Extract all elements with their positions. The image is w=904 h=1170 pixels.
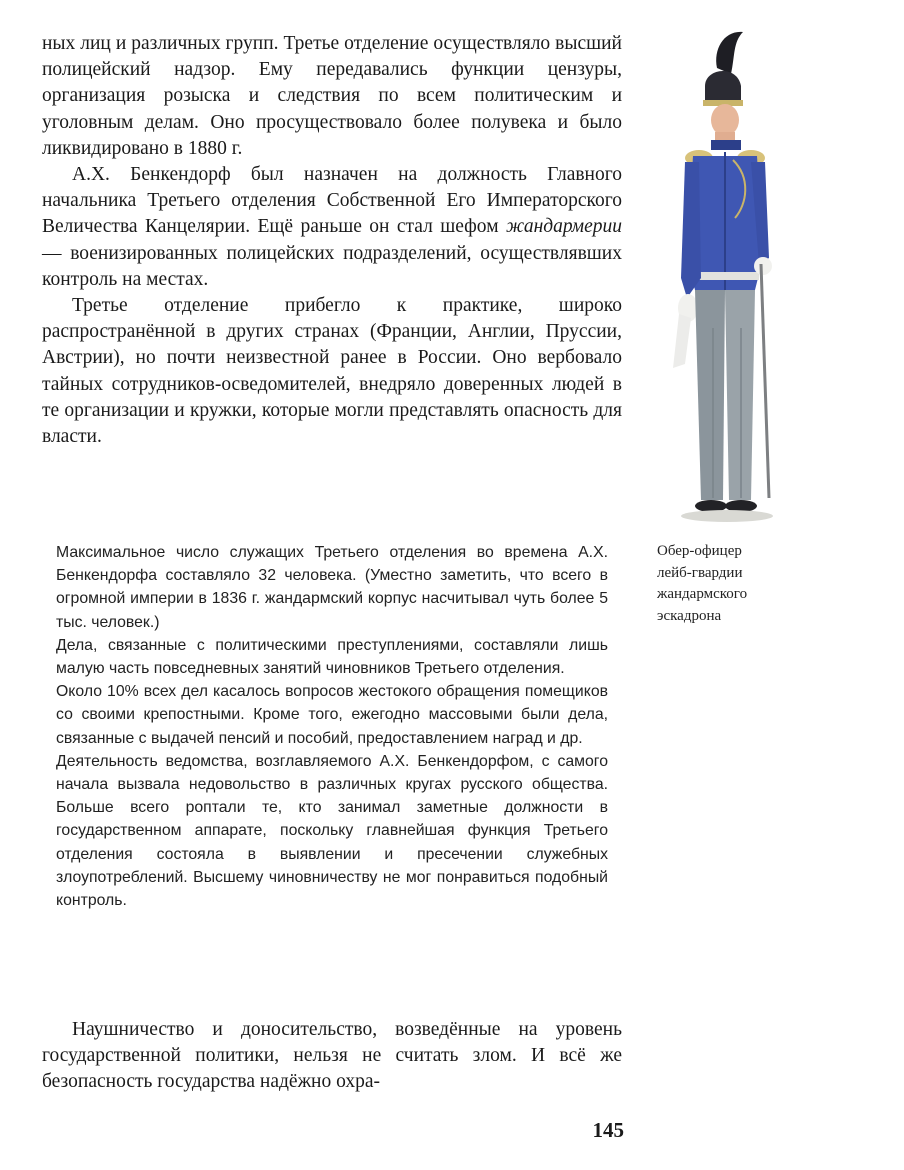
illustration-caption [657, 541, 797, 627]
grey-trousers-right [725, 290, 755, 500]
info-cruelty-cases: Около 10% всех дел касалось вопросов жестокого обращения помещиков со своими крепостными. Кроме того, ежегодно массовыми были дела, связанные с выдачей пенсий и пособий, предоставлением наград и др. [56, 683, 608, 747]
paragraph-text: А.Х. Бенкендорф был назначен на должность Главного начальника Третьего отделения Собственной Его Императорского Величества Канцелярии. Ещё раньше он стал шефом [42, 164, 622, 238]
caption-line: эскадрона [657, 607, 722, 624]
helmet [705, 71, 741, 102]
info-political-cases: Дела, связанные с политическими преступлениями, составляли лишь малую часть повседневных занятий чиновников Третьего отделения. [56, 636, 608, 678]
paragraph-informants-practice: Третье отделение прибегло к практике, широко распространённой в других странах (Франции, Англии, Пруссии, Австрии), но почти неизвестной ранее в России. Оно вербовало тайных сотрудников-осведомителей, внедряло доверенных людей в те организации и кружки, которые могли представлять опасность для власти. [42, 295, 622, 448]
info-discontent: Деятельность ведомства, возглавляемого А.Х. Бенкендорфом, с самого начала вызвала недовольство в различных кругах русского общества. Больше всего роптали те, кто занимал заметные должности в государственном аппарате, поскольку главнейшая функция Третьего отделения состояла в выявлении и пресечении служебных злоупотреблений. Высшему чиновничеству не мог понравиться подобный контроль. [56, 752, 608, 910]
sword [761, 264, 769, 498]
supplementary-info-box [56, 541, 608, 912]
helmet-plume [716, 32, 743, 74]
term-gendarmerie: жандармерии [505, 216, 622, 238]
paragraph-third-section-overview: ных лиц и различных групп. Третье отделение осуществляло высший полицейский надзор. Ему передавались функции цензуры, организация розыска и следствия по всем политическим и уголовным делам. Оно просуществовало более полувека и было ликвидировано в 1880 г. [42, 33, 622, 159]
caption-line: жандармского [657, 586, 748, 602]
officer-face [711, 104, 739, 136]
gendarme-officer-illustration [655, 28, 795, 528]
page-number: 145 [592, 1118, 624, 1142]
caption-line: лейб-гвардии [657, 564, 743, 581]
paragraph-benkendorf-appointment [42, 162, 622, 293]
info-staff-count: Максимальное число служащих Третьего отделения во времена А.Х. Бенкендорфа составляло 32 человека. (Уместно заметить, что всего в огромной империи в 1836 г. жандармский корпус насчитывал чуть более 5 тыс. человек.) [56, 544, 608, 631]
main-text-block [42, 31, 622, 450]
paragraph-text: — военизированных полицейских подразделений, осуществлявших контроль на местах. [42, 242, 622, 290]
left-arm [681, 162, 701, 298]
caption-line: Обер-офицер [657, 543, 742, 559]
bottom-text-block [42, 1017, 622, 1096]
paragraph-informing-policy: Наушничество и доносительство, возведённые на уровень государственной политики, нельзя не считать злом. И всё же безопасность государства надёжно охра- [42, 1019, 622, 1093]
grey-trousers-left [695, 290, 725, 500]
